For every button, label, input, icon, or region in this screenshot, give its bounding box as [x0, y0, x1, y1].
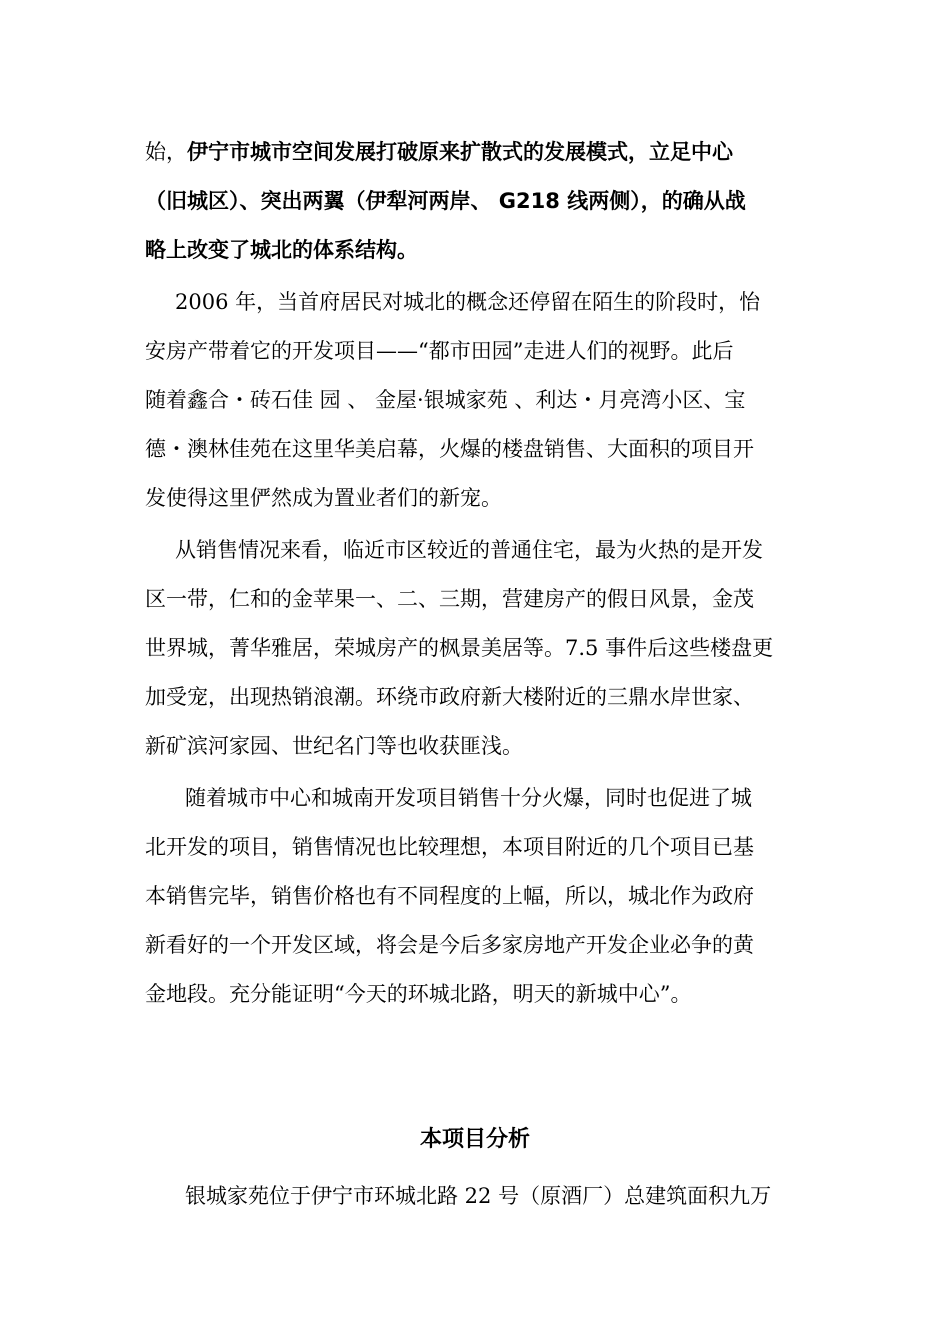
paragraph-line: 世界城，菁华雅居，荣城房产的枫景美居等。7.5 事件后这些楼盘更	[145, 636, 774, 660]
paragraph-line: 金地段。充分能证明“今天的环城北路，明天的新城中心”。	[145, 982, 692, 1006]
paragraph-line: 新看好的一个开发区域，将会是今后多家房地产开发企业必争的黄	[145, 933, 754, 957]
paragraph-sales-situation	[145, 526, 810, 771]
paragraph-line: 发使得这里俨然成为置业者们的新宠。	[145, 486, 502, 510]
paragraph-line: 北开发的项目，销售情况也比较理想，本项目附近的几个项目已基	[145, 835, 754, 859]
paragraph-line: 区一带，仁和的金苹果一、二、三期，营建房产的假日风景，金茂	[145, 587, 754, 611]
paragraph-line: 新矿滨河家园、世纪名门等也收获匪浅。	[145, 734, 523, 758]
bold-text: 伊宁市城市空间发展打破原来扩散式的发展模式，立足中心	[187, 140, 733, 164]
paragraph-line: 从销售情况来看，临近市区较近的普通住宅，最为火热的是开发	[175, 538, 763, 562]
paragraph-city-north-history	[145, 278, 810, 523]
paragraph-line: 德・澳林佳苑在这里华美启幕，火爆的楼盘销售、大面积的项目开	[145, 437, 754, 461]
paragraph-urban-development	[145, 128, 810, 275]
paragraph-city-north-outlook	[145, 774, 810, 1019]
section-heading: 本项目分析	[419, 1127, 530, 1152]
paragraph-project-analysis	[145, 1172, 810, 1221]
bold-text: 略上改变了城北的体系结构。	[145, 238, 418, 262]
paragraph-line: 安房产带着它的开发项目——“都市田园”走进人们的视野。此后	[145, 339, 734, 363]
paragraph-line: 随着鑫合・砖石佳 园 、 金屋·银城家苑 、利达・月亮湾小区、宝	[145, 388, 746, 412]
paragraph-line: 加受宠，出现热销浪潮。环绕市政府新大楼附近的三鼎水岸世家、	[145, 685, 754, 709]
paragraph-line: 银城家苑位于伊宁市环城北路 22 号（原酒厂）总建筑面积九万	[185, 1184, 772, 1208]
paragraph-line	[145, 128, 810, 177]
bold-text: （旧城区）、突出两翼（伊犁河两岸、 G218 线两侧），的确从战	[145, 189, 746, 213]
paragraph-line: 随着城市中心和城南开发项目销售十分火爆，同时也促进了城	[185, 786, 752, 810]
paragraph-line: 本销售完毕，销售价格也有不同程度的上幅，所以，城北作为政府	[145, 884, 754, 908]
paragraph-start-text: 始，	[145, 140, 187, 164]
paragraph-line: 2006 年，当首府居民对城北的概念还停留在陌生的阶段时，怡	[175, 290, 761, 314]
